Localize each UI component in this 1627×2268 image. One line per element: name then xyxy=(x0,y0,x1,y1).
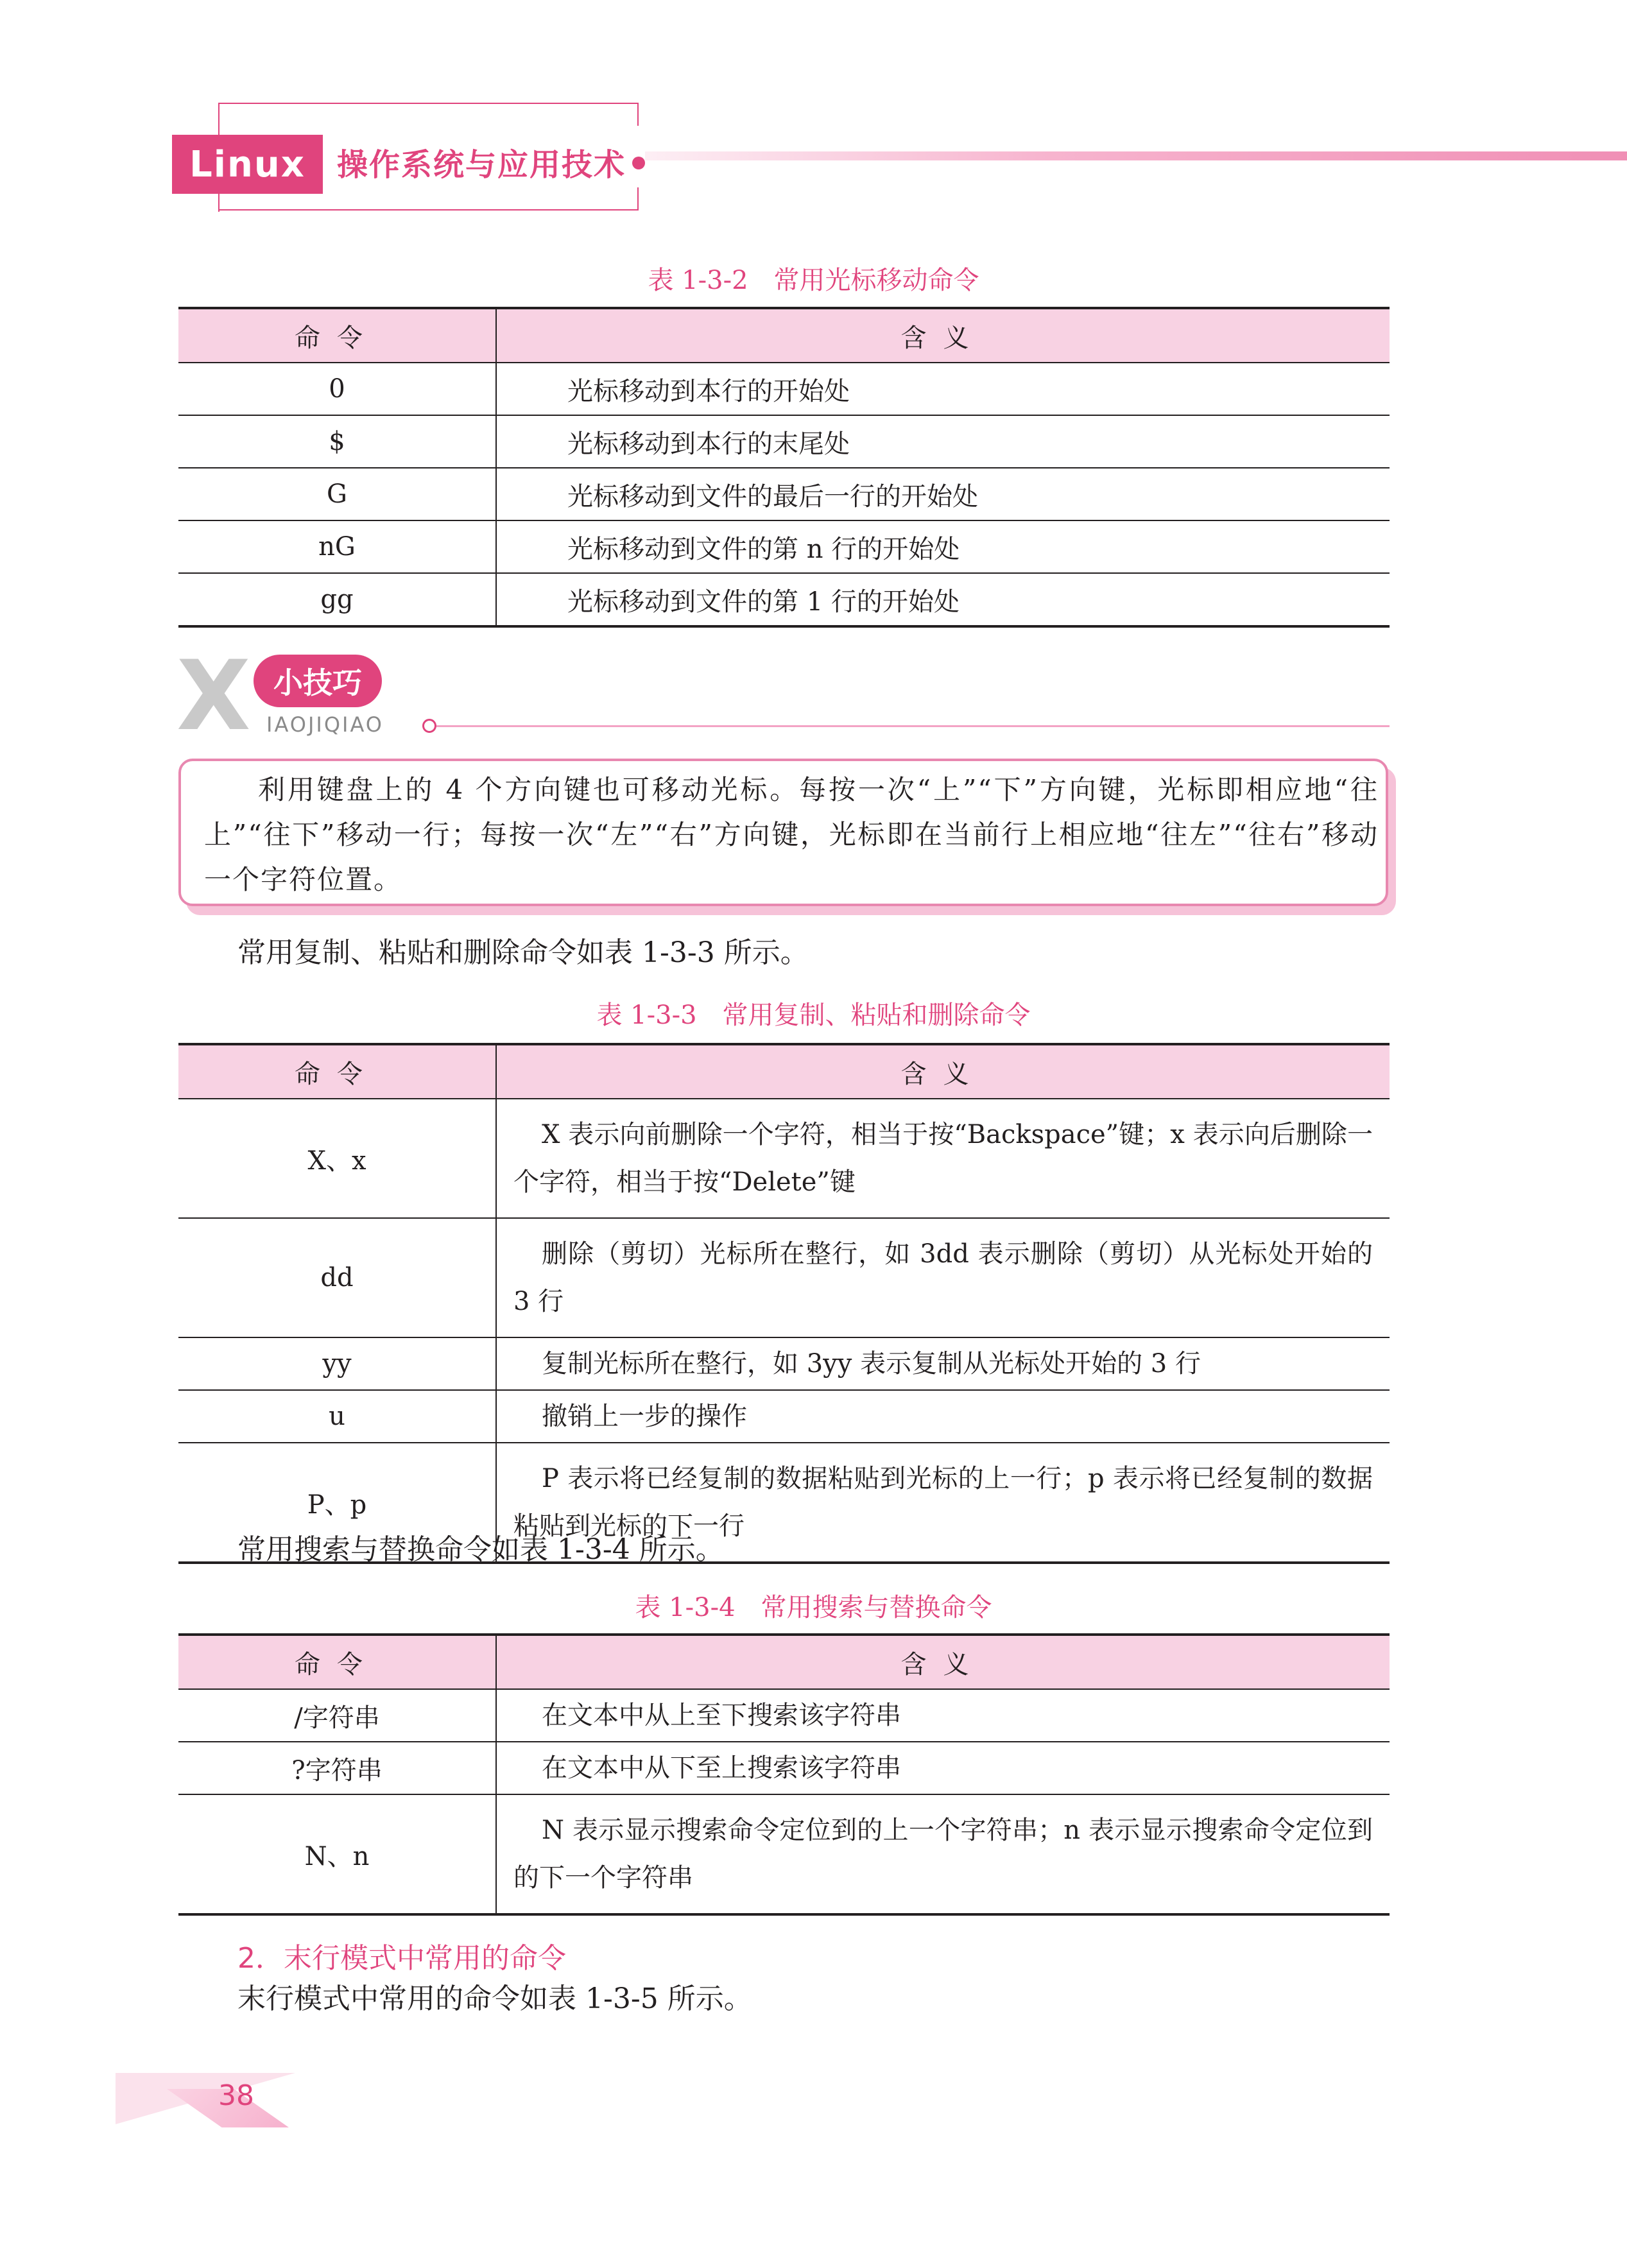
table-row xyxy=(178,1218,1390,1337)
table-cursor-movement xyxy=(178,307,1390,628)
section-title: 2．末行模式中常用的命令 xyxy=(237,1942,566,1975)
table3-caption-title: 常用复制、粘贴和删除命令 xyxy=(722,1001,1031,1030)
table-row xyxy=(178,415,1390,468)
table4-cell-command: /字符串 xyxy=(178,1689,496,1742)
paragraph-search-intro: 常用搜索与替换命令如表 1-3-4 所示。 xyxy=(237,1533,724,1566)
table-row xyxy=(178,363,1390,415)
table3-cell-meaning: 撤销上一步的操作 xyxy=(496,1390,1390,1443)
tip-badge: 小技巧 xyxy=(254,655,382,707)
table4-caption xyxy=(0,1587,1627,1624)
table-row xyxy=(178,1099,1390,1218)
table2-header-meaning: 含义 xyxy=(496,308,1390,363)
table4-cell-command: N、n xyxy=(178,1794,496,1914)
table3-cell-meaning: P 表示将已经复制的数据粘贴到光标的上一行；p 表示将已经复制的数据粘贴到光标的下一行 xyxy=(496,1443,1390,1563)
table-row xyxy=(178,1689,1390,1742)
table4-header-command: 命令 xyxy=(178,1635,496,1689)
table3-cell-meaning: X 表示向前删除一个字符，相当于按“Backspace”键；x 表示向后删除一个字符，相当于按“Delete”键 xyxy=(496,1099,1390,1218)
table4-caption-number: 表 1-3-4 xyxy=(635,1593,736,1622)
table3-cell-command: yy xyxy=(178,1337,496,1390)
table-row xyxy=(178,1794,1390,1914)
table-row xyxy=(178,1742,1390,1794)
table3-header-meaning: 含义 xyxy=(496,1044,1390,1099)
table2-cell-meaning: 光标移动到本行的末尾处 xyxy=(496,415,1390,468)
table4-cell-command: ?字符串 xyxy=(178,1742,496,1794)
header-bracket-top xyxy=(218,103,639,104)
table3-cell-command: X、x xyxy=(178,1099,496,1218)
table2-cell-meaning: 光标移动到文件的第 1 行的开始处 xyxy=(496,573,1390,626)
table4-cell-meaning: N 表示显示搜索命令定位到的上一个字符串；n 表示显示搜索命令定位到的下一个字符串 xyxy=(496,1794,1390,1914)
table2-header-command: 命令 xyxy=(178,308,496,363)
table-row xyxy=(178,520,1390,573)
table-row xyxy=(178,1390,1390,1443)
table3-cell-command: u xyxy=(178,1390,496,1443)
table2-caption-number: 表 1-3-2 xyxy=(648,266,748,295)
table2-cell-command: gg xyxy=(178,573,496,626)
table2-cell-command: G xyxy=(178,468,496,520)
header-bracket-right-bottom xyxy=(637,187,639,210)
table-row xyxy=(178,468,1390,520)
table2-cell-command: nG xyxy=(178,520,496,573)
tip-rule-dot xyxy=(422,719,436,733)
table2-cell-meaning: 光标移动到本行的开始处 xyxy=(496,363,1390,415)
table2-cell-meaning: 光标移动到文件的最后一行的开始处 xyxy=(496,468,1390,520)
tip-rule xyxy=(436,725,1390,727)
tip-text: 利用键盘上的 4 个方向键也可移动光标。每按一次“上”“下”方向键，光标即相应地“往上”“往下”移动一行；每按一次“左”“右”方向键，光标即在当前行上相应地“往左”“往右”移动一个字符位置。 xyxy=(204,774,1379,895)
table4-caption-title: 常用搜索与替换命令 xyxy=(761,1593,992,1622)
header-brand: Linux xyxy=(172,135,323,194)
table2-cell-meaning: 光标移动到文件的第 n 行的开始处 xyxy=(496,520,1390,573)
paragraph-copy-paste-intro: 常用复制、粘贴和删除命令如表 1-3-3 所示。 xyxy=(237,936,809,969)
table2-caption-title: 常用光标移动命令 xyxy=(773,266,979,295)
table4-cell-meaning: 在文本中从上至下搜索该字符串 xyxy=(496,1689,1390,1742)
tip-subtitle: IAOJIQIAO xyxy=(266,712,384,737)
table3-cell-command: P、p xyxy=(178,1443,496,1563)
header-rule xyxy=(645,151,1627,160)
table3-caption-number: 表 1-3-3 xyxy=(596,1001,697,1030)
table3-cell-meaning: 复制光标所在整行，如 3yy 表示复制从光标处开始的 3 行 xyxy=(496,1337,1390,1390)
page-number: 38 xyxy=(218,2079,254,2112)
table3-cell-meaning: 删除（剪切）光标所在整行，如 3dd 表示删除（剪切）从光标处开始的 3 行 xyxy=(496,1218,1390,1337)
table3-header-command: 命令 xyxy=(178,1044,496,1099)
header-title: 操作系统与应用技术 xyxy=(337,147,626,183)
table-copy-paste-delete xyxy=(178,1043,1390,1564)
tip-logo-letter: X xyxy=(176,640,251,752)
table4-header-meaning: 含义 xyxy=(496,1635,1390,1689)
table2-cell-command: $ xyxy=(178,415,496,468)
table-row xyxy=(178,573,1390,626)
table2-caption xyxy=(0,260,1627,296)
table3-caption xyxy=(0,995,1627,1031)
header-dot xyxy=(632,157,645,169)
table2-cell-command: 0 xyxy=(178,363,496,415)
table-row xyxy=(178,1337,1390,1390)
header-bracket-right-top xyxy=(637,103,639,126)
table4-cell-meaning: 在文本中从下至上搜索该字符串 xyxy=(496,1742,1390,1794)
table3-cell-command: dd xyxy=(178,1218,496,1337)
header-bracket-bottom xyxy=(218,209,639,210)
paragraph-last-line-intro: 末行模式中常用的命令如表 1-3-5 所示。 xyxy=(237,1982,752,2015)
table-search-replace xyxy=(178,1633,1390,1916)
